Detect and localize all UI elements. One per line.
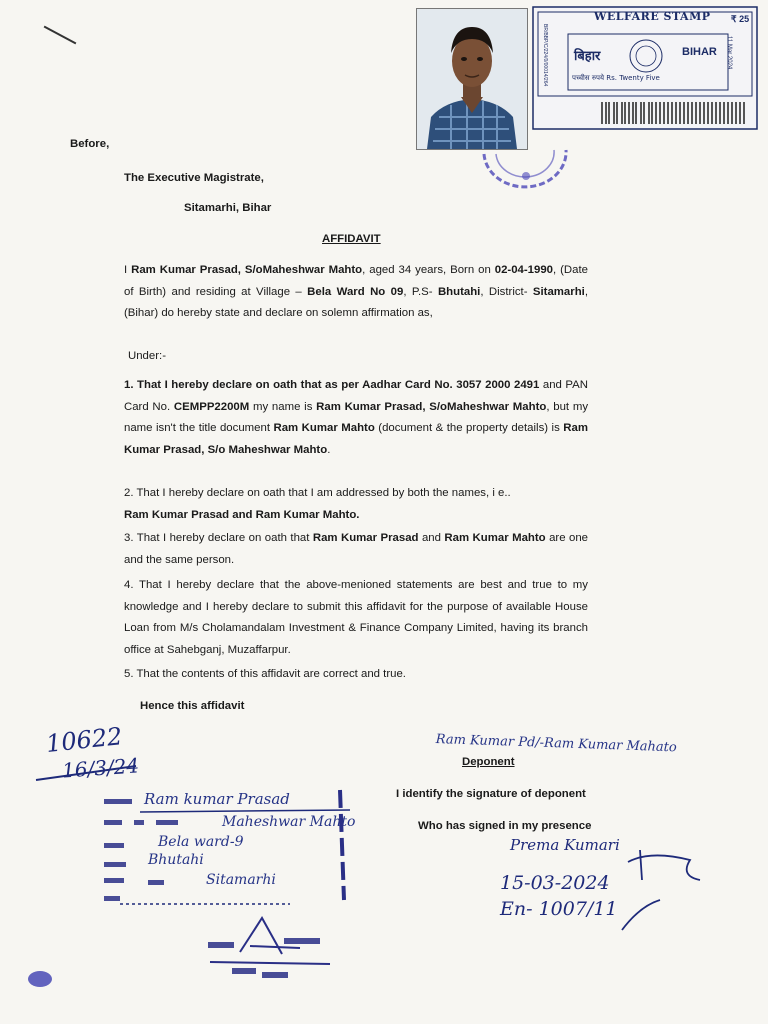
addressee-location: Sitamarhi, Bihar: [184, 202, 272, 214]
clause-text: 1. That I hereby declare on oath that as per Aadhar Card No.: [124, 379, 457, 391]
aadhar-number: 3057 2000 2491: [456, 379, 540, 391]
stamp-denomination: ₹ 25: [730, 14, 750, 24]
handwritten-district: Sitamarhi: [206, 872, 276, 888]
handwritten-ps: Bhutahi: [148, 852, 204, 868]
name-reference: Ram Kumar Prasad: [312, 532, 419, 544]
clause-text: and PAN Card No.: [124, 379, 588, 413]
village: Bela Ward No 09: [307, 285, 404, 298]
date-of-birth: 02-04-1990: [494, 264, 554, 276]
clause-text: my name is: [249, 400, 317, 413]
intro-text: , (Date of Birth) and residing at Village –: [124, 264, 588, 298]
stamp-date: 11 Mar 2024: [726, 36, 732, 70]
district: Sitamarhi: [532, 285, 585, 298]
intro-text: , (Bihar) do hereby state and declare on solemn affirmation as,: [124, 285, 588, 319]
clause-3: [124, 528, 588, 571]
clause-2: [124, 483, 588, 526]
presence-line: Who has signed in my presence: [418, 820, 592, 832]
name-reference: Ram Kumar Prasad, S/oMaheshwar Mahto: [316, 400, 547, 413]
handwritten-father: Maheshwar Mahto: [222, 814, 356, 830]
clause-text: .: [327, 443, 331, 456]
intro-text: , P.S-: [403, 285, 438, 298]
before-label: Before,: [70, 138, 110, 150]
clause-text: 3. That I hereby declare on oath that: [124, 532, 313, 544]
clause-text: 2. That I hereby declare on oath that I am addressed by both the names, i e..: [124, 487, 511, 499]
clause-text: and: [418, 532, 445, 544]
under-label: Under:-: [128, 350, 166, 362]
intro-text: I: [124, 264, 132, 276]
stamp-state-hindi: बिहार: [574, 49, 601, 64]
pen-mark: [44, 26, 77, 45]
intro-text: , District-: [480, 285, 533, 298]
identifier-name: Prema Kumari: [510, 836, 620, 854]
addressee: The Executive Magistrate,: [124, 172, 264, 184]
clause-5: 5. That the contents of this affidavit are correct and true.: [124, 668, 406, 680]
intro-text: , aged 34 years, Born on: [362, 264, 495, 276]
name-reference: Ram Kumar Mahto: [444, 532, 546, 544]
clause-text: , but my name isn't the title document: [124, 400, 589, 434]
stamp-state-english: BIHAR: [682, 46, 717, 58]
handwritten-village: Bela ward-9: [158, 834, 244, 850]
circular-seal-icon: [470, 110, 580, 200]
deponent-name: Ram Kumar Prasad, S/oMaheshwar Mahto: [131, 264, 363, 276]
intro-paragraph: [124, 260, 588, 325]
stamp-serial: BR/BBP/C/224/0/00014/264: [542, 24, 548, 87]
clause-4: 4. That I hereby declare that the above-menioned statements are best and true to my knowledge and I hereby declare to submit this affidavit for the purpose of available House Loan from M/s Cholamandalam Investment & Finance Company Limited, having its branch office at Sahebganj, Muzaffarpur.: [124, 579, 588, 656]
name-reference: Ram Kumar Prasad and Ram Kumar Mahto.: [124, 508, 360, 521]
deponent-label: Deponent: [462, 756, 515, 768]
hence-line: Hence this affidavit: [140, 700, 245, 712]
identify-line: I identify the signature of deponent: [396, 788, 586, 800]
clause-text: are one and the same person.: [124, 532, 588, 566]
name-reference: Ram Kumar Mahto: [273, 422, 375, 434]
police-station: Bhutahi: [437, 285, 481, 298]
document-title: AFFIDAVIT: [322, 233, 381, 245]
clause-text: (document & the property details) is: [374, 422, 564, 434]
stamp-title: WELFARE STAMP: [594, 10, 711, 23]
pan-number: CEMPP2200M: [173, 400, 250, 413]
handwritten-reg-number: 10622: [44, 722, 124, 758]
deponent-signature: Ram Kumar Pd/-Ram Kumar Mahato: [435, 732, 677, 756]
oath-stamp-icon: [210, 918, 330, 964]
identifier-date: 15-03-2024: [500, 872, 610, 894]
name-reference: Ram Kumar Prasad, S/o Maheshwar Mahto: [124, 422, 588, 456]
handwritten-reg-date: 16/3/24: [61, 753, 140, 783]
stamp-value-text: पच्चीस रुपये Rs. Twenty Five: [572, 74, 660, 82]
handwritten-name: Ram kumar Prasad: [144, 790, 290, 808]
identifier-enrolment: En- 1007/11: [500, 898, 618, 920]
clause-1: [124, 375, 588, 461]
